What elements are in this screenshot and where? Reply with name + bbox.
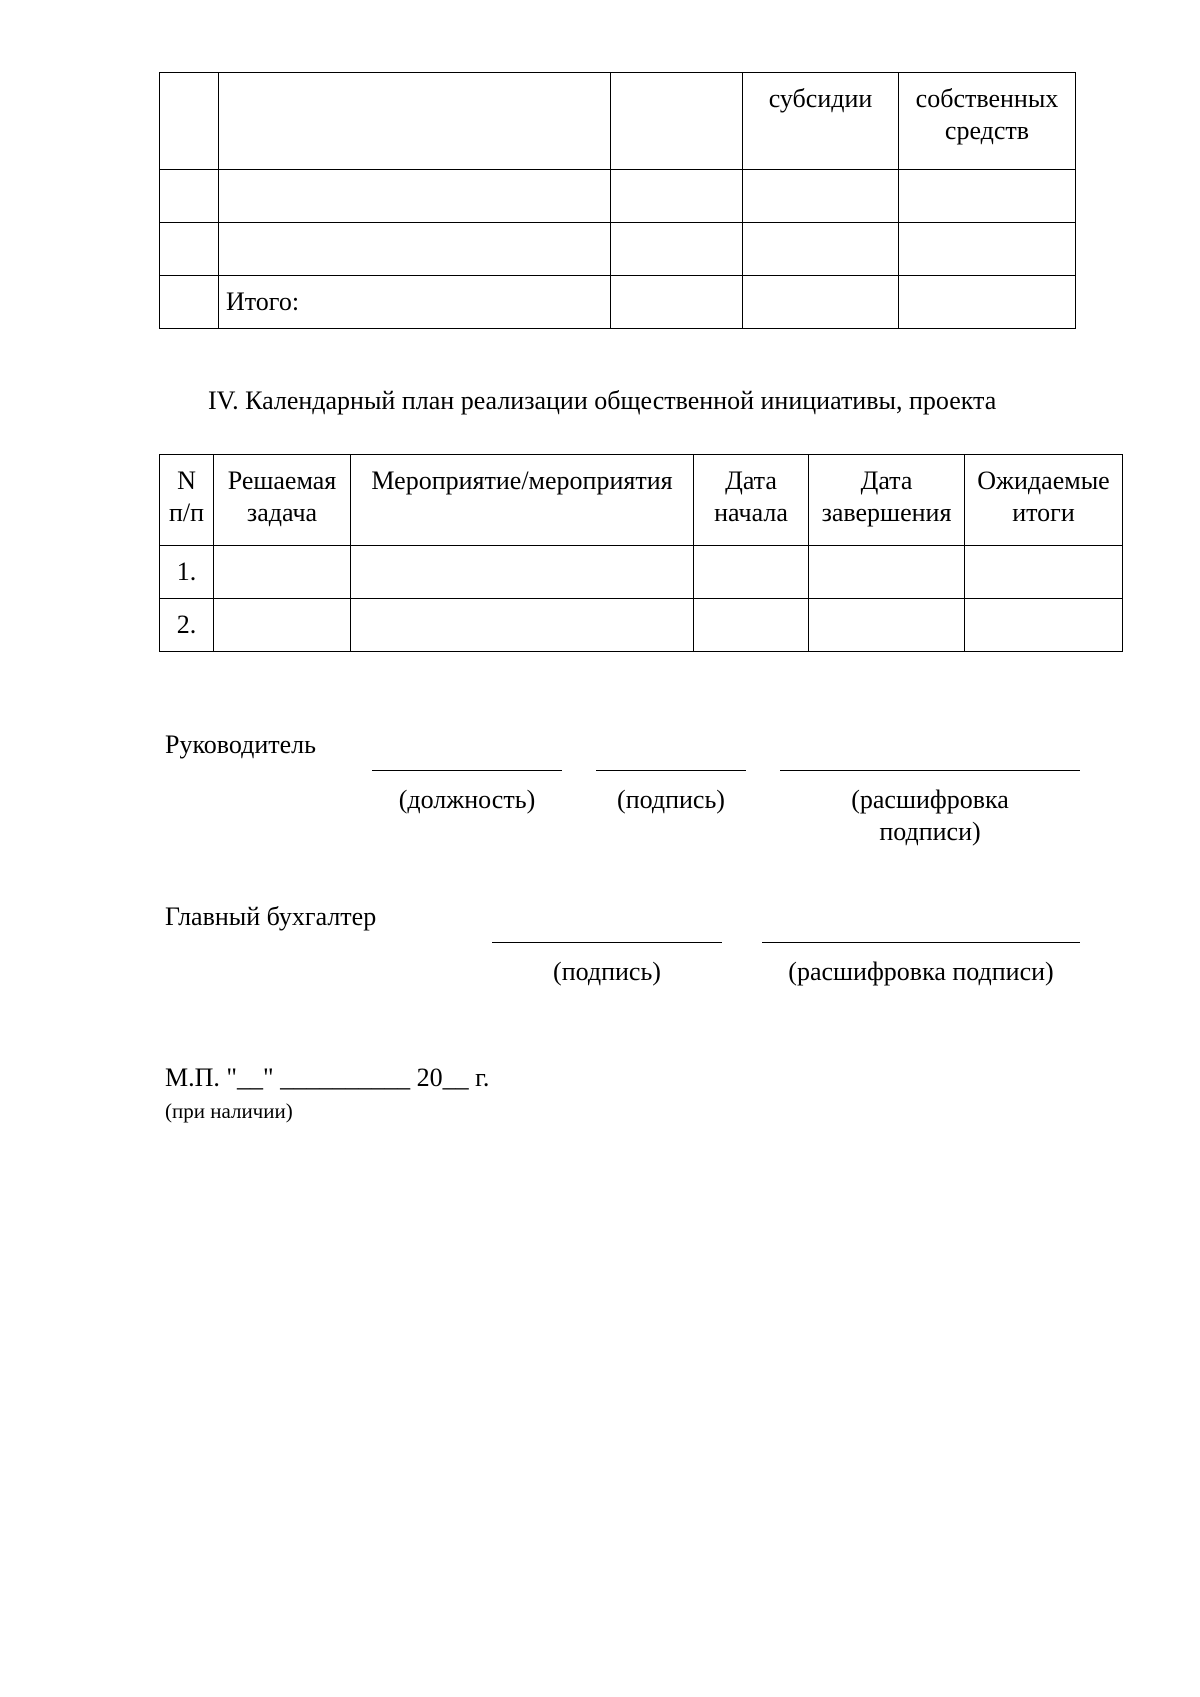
plan-table-header-row [160,455,1123,546]
table-cell[interactable] [214,599,351,652]
section-title: IV. Календарный план реализации общественной инициативы, проекта [208,386,997,415]
table-cell[interactable] [965,546,1123,599]
table-cell[interactable] [611,223,743,276]
table-row-total [160,276,1076,329]
budget-header-own-funds: собственных средств [899,73,1076,170]
table-cell[interactable] [965,599,1123,652]
head-position-caption: (должность) [398,785,536,814]
table-cell[interactable] [351,599,694,652]
plan-header-end-date: Дата завершения [809,455,965,546]
plan-header-task: Решаемая задача [214,455,351,546]
table-cell[interactable] [219,170,611,223]
row-number: 1. [160,546,214,599]
accountant-signature-caption: (подпись) [553,957,661,986]
head-decoding-caption: (расшифровка подписи) [851,785,1009,846]
accountant-decoding-caption: (расшифровка подписи) [788,957,1054,986]
head-decoding-line[interactable] [780,770,1080,771]
plan-header-number: N п/п [160,455,214,546]
accountant-decoding-line[interactable] [762,942,1080,943]
accountant-signature-line[interactable] [492,942,722,943]
table-cell[interactable] [611,170,743,223]
accountant-label: Главный бухгалтер [165,902,377,931]
table-cell[interactable] [160,223,219,276]
budget-table-header-row [160,73,1076,170]
budget-table [159,72,1076,329]
plan-header-results: Ожидаемые итоги [965,455,1123,546]
budget-header-cell [611,73,743,170]
total-label: Итого: [219,276,611,329]
plan-header-event: Мероприятие/мероприятия [351,455,694,546]
head-position-line[interactable] [372,770,562,771]
table-cell[interactable] [351,546,694,599]
table-row [160,546,1123,599]
table-cell[interactable] [899,170,1076,223]
head-label: Руководитель [165,730,316,759]
table-cell[interactable] [160,276,219,329]
plan-header-start-date: Дата начала [694,455,809,546]
table-cell[interactable] [611,276,743,329]
table-cell[interactable] [694,599,809,652]
table-cell[interactable] [160,170,219,223]
head-signature-line[interactable] [596,770,746,771]
table-row [160,223,1076,276]
budget-header-subsidy: субсидии [743,73,899,170]
stamp-note: (при наличии) [165,1099,293,1123]
table-cell[interactable] [899,276,1076,329]
table-cell[interactable] [899,223,1076,276]
stamp-date-line: М.П. "__" __________ 20__ г. [165,1063,490,1092]
row-number: 2. [160,599,214,652]
calendar-plan-table [159,454,1123,652]
budget-header-cell [160,73,219,170]
table-cell[interactable] [743,170,899,223]
table-cell[interactable] [214,546,351,599]
table-cell[interactable] [694,546,809,599]
table-row [160,599,1123,652]
table-cell[interactable] [219,223,611,276]
table-cell[interactable] [743,276,899,329]
table-cell[interactable] [809,599,965,652]
table-cell[interactable] [809,546,965,599]
head-signature-caption: (подпись) [617,785,725,814]
budget-header-cell [219,73,611,170]
table-cell[interactable] [743,223,899,276]
table-row [160,170,1076,223]
